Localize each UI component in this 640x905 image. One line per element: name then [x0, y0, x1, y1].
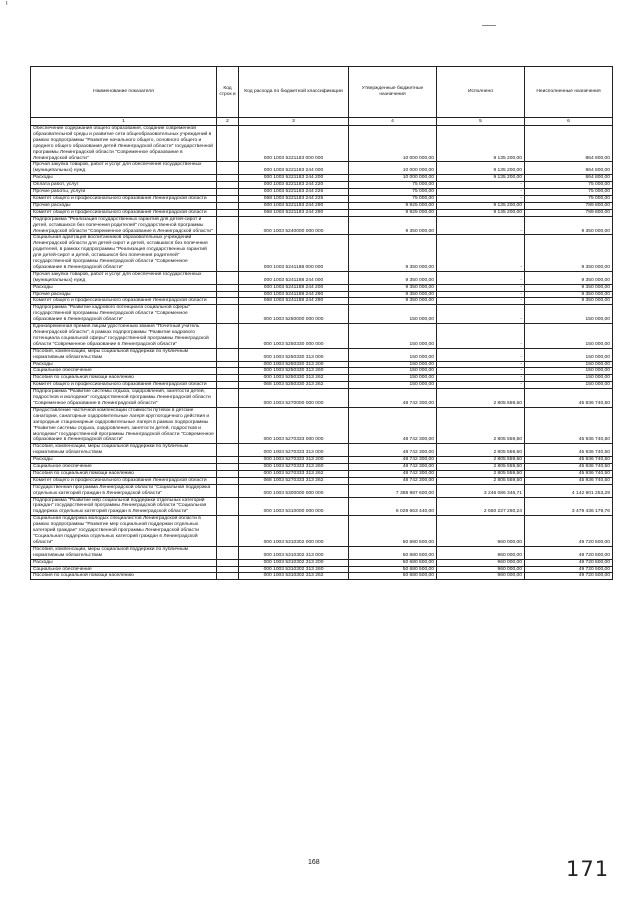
- cell-approved: 10 000 000,00: [349, 126, 437, 162]
- table-row: [31, 189, 613, 196]
- table-row: [31, 195, 613, 202]
- cell-kbk: 000 1003 5221183 244 000: [239, 162, 349, 175]
- cell-kbk: 000 1003 5250330 313 262: [239, 375, 349, 382]
- cell-executed: -: [437, 305, 525, 324]
- cell-code: [217, 209, 239, 216]
- cell-remaining: 49 720 500,00: [525, 559, 613, 566]
- cell-executed: -: [437, 182, 525, 189]
- cell-kbk: 068 1003 5241188 244 290: [239, 298, 349, 305]
- cell-remaining: 45 936 740,50: [525, 389, 613, 408]
- cell-remaining: 9 350 000,00: [525, 284, 613, 291]
- cell-approved: 6 029 663 440,00: [349, 497, 437, 516]
- col-header-name: Наименование показателя: [31, 67, 217, 118]
- table-row: [31, 444, 613, 457]
- cell-code: [217, 298, 239, 305]
- table-row: [31, 368, 613, 375]
- corner-mark: ι: [6, 0, 8, 7]
- cell-remaining: 9 350 000,00: [525, 291, 613, 298]
- cell-kbk: 000 1003 5270333 313 262: [239, 470, 349, 477]
- cell-code: [217, 389, 239, 408]
- cell-approved: 50 680 500,00: [349, 559, 437, 566]
- cell-code: [217, 368, 239, 375]
- cell-approved: 10 000 000,00: [349, 162, 437, 175]
- cell-approved: 7 388 987 600,00: [349, 484, 437, 497]
- cell-remaining: 45 936 740,50: [525, 477, 613, 484]
- cell-kbk: 000 1003 5250330 313 000: [239, 348, 349, 361]
- table-row: [31, 573, 613, 580]
- cell-executed: 9 135 200,00: [437, 202, 525, 209]
- cell-executed: 960 000,00: [437, 516, 525, 547]
- cell-executed: 2 805 559,50: [437, 470, 525, 477]
- cell-name: Обеспечение содержания общего образования, создание современной образовательной среды и развитие сети общеобразовательных учреждений в рамках подпрограммы "Развитие начального общего, основного общего и среднего общего образования детей Ленинградской области" государственной программы Ленинградской области "Современное образование в Ленинградской области": [31, 126, 217, 162]
- cell-code: [217, 271, 239, 284]
- cell-remaining: 45 936 740,50: [525, 470, 613, 477]
- cell-remaining: 150 000,00: [525, 382, 613, 389]
- table-row: [31, 566, 613, 573]
- cell-approved: 150 000,00: [349, 361, 437, 368]
- cell-code: [217, 216, 239, 235]
- cell-approved: 50 680 500,00: [349, 566, 437, 573]
- cell-executed: 2 805 559,50: [437, 457, 525, 464]
- cell-name: Оплата работ, услуг: [31, 182, 217, 189]
- cell-approved: 150 000,00: [349, 368, 437, 375]
- cell-code: [217, 546, 239, 559]
- cell-kbk: 000 1003 5270333 313 200: [239, 457, 349, 464]
- cell-executed: -: [437, 324, 525, 349]
- cell-kbk: 000 1003 5221183 244 290: [239, 202, 349, 209]
- cell-remaining: 49 720 500,00: [525, 566, 613, 573]
- cell-remaining: 75 000,00: [525, 182, 613, 189]
- cell-code: [217, 470, 239, 477]
- cell-name: Социальная поддержка молодых специалистов Ленинградской области в рамках подпрограммы "Развитие мер социальной поддержки отдельных категорий граждан" государственной программы Ленинградской области "Социальная поддержка отдельных категорий граждан в Ленинградской области": [31, 516, 217, 547]
- cell-code: [217, 348, 239, 361]
- table-row: [31, 516, 613, 547]
- cell-remaining: 4 142 901 253,29: [525, 484, 613, 497]
- cell-approved: 150 000,00: [349, 382, 437, 389]
- cell-kbk: 000 1003 5241188 244 000: [239, 271, 349, 284]
- col-number: 6: [525, 118, 613, 126]
- cell-executed: 2 805 559,50: [437, 407, 525, 443]
- cell-executed: 3 246 086 346,71: [437, 484, 525, 497]
- cell-kbk: 000 1003 5250330 313 200: [239, 361, 349, 368]
- table-row: [31, 235, 613, 271]
- cell-kbk: 068 1003 5250330 313 262: [239, 382, 349, 389]
- cell-approved: 150 000,00: [349, 305, 437, 324]
- table-row: [31, 348, 613, 361]
- cell-code: [217, 284, 239, 291]
- cell-remaining: 9 350 000,00: [525, 271, 613, 284]
- cell-name: Прочие расходы: [31, 202, 217, 209]
- table-row: [31, 305, 613, 324]
- col-number: 1: [31, 118, 217, 126]
- cell-executed: 960 000,00: [437, 573, 525, 580]
- cell-name: Комитет общего и профессионального образования Ленинградской области: [31, 477, 217, 484]
- col-header-code: Код строк и: [217, 67, 239, 118]
- table-row: [31, 382, 613, 389]
- cell-kbk: 000 1003 5270333 000 000: [239, 407, 349, 443]
- cell-remaining: 864 800,00: [525, 126, 613, 162]
- cell-code: [217, 573, 239, 580]
- cell-kbk: 068 1003 5270333 313 262: [239, 477, 349, 484]
- cell-remaining: 150 000,00: [525, 305, 613, 324]
- cell-executed: -: [437, 348, 525, 361]
- cell-name: Социальная адаптация воспитанников образовательных учреждений Ленинградской области для детей-сирот и детей, оставшихся без попечения родителей, в рамках подпрограммы "Реализация государственных гарантий для детей-сирот и детей, оставшихся без попечения родителей" государственной программы Ленинградской области "Современное образование в Ленинградской области": [31, 235, 217, 271]
- cell-executed: 2 550 227 260,24: [437, 497, 525, 516]
- cell-code: [217, 516, 239, 547]
- cell-name: Социальное обеспечение: [31, 464, 217, 471]
- cell-remaining: 75 000,00: [525, 189, 613, 196]
- table-row: [31, 546, 613, 559]
- cell-executed: 960 000,00: [437, 566, 525, 573]
- cell-executed: 960 000,00: [437, 559, 525, 566]
- cell-executed: -: [437, 368, 525, 375]
- cell-kbk: 000 1003 5221183 000 000: [239, 126, 349, 162]
- cell-executed: 9 135 200,00: [437, 126, 525, 162]
- cell-name: Предоставление частичной компенсации стоимости путевок в детские санатории, санаторные оздоровительные лагеря круглогодичного действия и загородные стационарные оздоровительные лагеря в рамках подпрограммы "Развитие системы отдыха, оздоровления, занятости детей, подростков и молодежи" государственной программы Ленинградской области "Современное образование в Ленинградской области": [31, 407, 217, 443]
- cell-kbk: 000 1003 5250330 313 260: [239, 368, 349, 375]
- cell-code: [217, 484, 239, 497]
- cell-kbk: 068 1003 5221183 244 290: [239, 209, 349, 216]
- table-row: [31, 209, 613, 216]
- cell-approved: 75 000,00: [349, 195, 437, 202]
- cell-code: [217, 457, 239, 464]
- header-dash: [482, 25, 496, 26]
- cell-executed: 2 805 559,50: [437, 477, 525, 484]
- cell-name: Подпрограмма "Развитие кадрового потенциала социальной сферы" государственной программы Ленинградской области "Современное образование в Ленинградской области": [31, 305, 217, 324]
- cell-kbk: 000 1003 5310302 313 260: [239, 566, 349, 573]
- cell-approved: 75 000,00: [349, 182, 437, 189]
- cell-remaining: 9 350 000,00: [525, 216, 613, 235]
- cell-approved: 9 925 000,00: [349, 202, 437, 209]
- cell-remaining: 45 936 740,50: [525, 407, 613, 443]
- table-row: [31, 182, 613, 189]
- table-row: [31, 361, 613, 368]
- cell-executed: -: [437, 361, 525, 368]
- table-row: [31, 470, 613, 477]
- cell-code: [217, 464, 239, 471]
- cell-name: Пособия по социальной помощи населению: [31, 470, 217, 477]
- table-row: [31, 559, 613, 566]
- table-row: [31, 202, 613, 209]
- cell-kbk: 000 1003 5241188 244 290: [239, 291, 349, 298]
- cell-kbk: 000 1003 5310302 313 000: [239, 546, 349, 559]
- cell-name: Расходы: [31, 284, 217, 291]
- cell-code: [217, 175, 239, 182]
- cell-code: [217, 305, 239, 324]
- stamped-page-number: 171: [566, 857, 610, 881]
- table-row: [31, 298, 613, 305]
- cell-name: Социальное обеспечение: [31, 566, 217, 573]
- budget-table: [30, 66, 613, 580]
- cell-code: [217, 182, 239, 189]
- cell-name: Прочие расходы: [31, 291, 217, 298]
- cell-code: [217, 375, 239, 382]
- cell-executed: -: [437, 291, 525, 298]
- cell-remaining: 150 000,00: [525, 375, 613, 382]
- cell-executed: -: [437, 298, 525, 305]
- cell-name: Подпрограмма "Развитие мер социальной поддержки отдельных категорий граждан" государственной программы Ленинградской области "Социальная поддержка отдельных категорий граждан в Ленинградской области": [31, 497, 217, 516]
- cell-remaining: 49 720 500,00: [525, 546, 613, 559]
- table-row: [31, 457, 613, 464]
- cell-remaining: 150 000,00: [525, 368, 613, 375]
- cell-code: [217, 361, 239, 368]
- cell-kbk: 000 1003 5250330 000 000: [239, 324, 349, 349]
- cell-name: Государственная программа Ленинградской области "Социальная поддержка отдельных категорий граждан в Ленинградской области": [31, 484, 217, 497]
- cell-remaining: 150 000,00: [525, 348, 613, 361]
- cell-name: Прочие работы, услуги: [31, 189, 217, 196]
- cell-kbk: 000 1003 5310302 000 000: [239, 516, 349, 547]
- col-header-executed: Исполнено: [437, 67, 525, 118]
- cell-kbk: 000 1003 5270333 313 000: [239, 444, 349, 457]
- table-row: [31, 407, 613, 443]
- cell-remaining: 789 800,00: [525, 202, 613, 209]
- cell-executed: 2 805 559,50: [437, 389, 525, 408]
- table-row: [31, 324, 613, 349]
- cell-name: Социальное обеспечение: [31, 368, 217, 375]
- cell-approved: 75 000,00: [349, 189, 437, 196]
- cell-code: [217, 382, 239, 389]
- cell-kbk: 000 1003 5270000 000 000: [239, 389, 349, 408]
- cell-executed: 960 000,00: [437, 546, 525, 559]
- cell-approved: 9 350 000,00: [349, 291, 437, 298]
- cell-code: [217, 407, 239, 443]
- cell-kbk: 000 1003 5221183 244 226: [239, 189, 349, 196]
- table-row: [31, 175, 613, 182]
- cell-remaining: 3 479 436 179,76: [525, 497, 613, 516]
- cell-executed: 9 135 200,00: [437, 175, 525, 182]
- cell-executed: -: [437, 216, 525, 235]
- cell-approved: 150 000,00: [349, 324, 437, 349]
- cell-remaining: 45 936 740,50: [525, 444, 613, 457]
- cell-approved: 48 742 300,00: [349, 389, 437, 408]
- cell-code: [217, 202, 239, 209]
- cell-code: [217, 324, 239, 349]
- cell-remaining: 864 800,00: [525, 175, 613, 182]
- cell-approved: 10 000 000,00: [349, 175, 437, 182]
- cell-name: Пособия, компенсации, меры социальной поддержки по публичным нормативным обязательствам: [31, 546, 217, 559]
- cell-name: Комитет общего и профессионального образования Ленинградской области: [31, 298, 217, 305]
- cell-name: Подпрограмма "Реализация государственных гарантий для детей-сирот и детей, оставшихся без попечения родителей" государственной программы Ленинградской области "Современное образование в Ленинградской области": [31, 216, 217, 235]
- cell-approved: 48 742 300,00: [349, 457, 437, 464]
- cell-name: Расходы: [31, 175, 217, 182]
- table-row: [31, 291, 613, 298]
- cell-approved: 50 680 500,00: [349, 573, 437, 580]
- cell-name: Пособия, компенсации, меры социальной поддержки по публичным нормативным обязательствам: [31, 348, 217, 361]
- col-header-kbk: Код расхода по бюджетной классификации: [239, 67, 349, 118]
- cell-kbk: 000 1003 5250000 000 000: [239, 305, 349, 324]
- cell-remaining: 49 720 500,00: [525, 573, 613, 580]
- cell-kbk: 000 1003 5241188 000 000: [239, 235, 349, 271]
- table-row: [31, 284, 613, 291]
- table-row: [31, 389, 613, 408]
- cell-remaining: 150 000,00: [525, 324, 613, 349]
- col-header-remaining: Неисполненные назначения: [525, 67, 613, 118]
- cell-name: Комитет общего и профессионального образования Ленинградской области: [31, 382, 217, 389]
- cell-approved: 9 350 000,00: [349, 216, 437, 235]
- table-row: [31, 464, 613, 471]
- cell-remaining: 9 350 000,00: [525, 235, 613, 271]
- cell-remaining: 864 800,00: [525, 162, 613, 175]
- table-row: [31, 484, 613, 497]
- cell-approved: 48 742 300,00: [349, 470, 437, 477]
- table-row: [31, 216, 613, 235]
- col-number: 5: [437, 118, 525, 126]
- cell-executed: 9 135 200,00: [437, 209, 525, 216]
- cell-remaining: 75 000,00: [525, 195, 613, 202]
- table-row: [31, 126, 613, 162]
- cell-code: [217, 291, 239, 298]
- cell-code: [217, 497, 239, 516]
- table-row: [31, 271, 613, 284]
- cell-kbk: 000 1003 5300000 000 000: [239, 484, 349, 497]
- cell-name: Пособия, компенсации, меры социальной поддержки по публичным нормативным обязательствам: [31, 444, 217, 457]
- cell-approved: 48 742 300,00: [349, 477, 437, 484]
- cell-code: [217, 566, 239, 573]
- table-row: [31, 375, 613, 382]
- cell-name: Подпрограмма "Развитие системы отдыха, оздоровления, занятости детей, подростков и молодежи" государственной программы Ленинградской области "Современное образование в Ленинградской области": [31, 389, 217, 408]
- table-row: [31, 497, 613, 516]
- cell-approved: 150 000,00: [349, 348, 437, 361]
- col-number: 4: [349, 118, 437, 126]
- cell-executed: 9 135 200,00: [437, 162, 525, 175]
- col-number: 2: [217, 118, 239, 126]
- cell-approved: 50 680 500,00: [349, 516, 437, 547]
- cell-executed: -: [437, 271, 525, 284]
- cell-code: [217, 126, 239, 162]
- cell-approved: 9 350 000,00: [349, 271, 437, 284]
- col-header-approved: Утвержденные бюджетные назначения: [349, 67, 437, 118]
- cell-name: Прочая закупка товаров, работ и услуг для обеспечения государственных (муниципальных) нужд: [31, 162, 217, 175]
- cell-remaining: 45 936 740,50: [525, 457, 613, 464]
- cell-kbk: 068 1003 5221183 244 226: [239, 195, 349, 202]
- cell-executed: -: [437, 235, 525, 271]
- cell-executed: -: [437, 195, 525, 202]
- cell-approved: 9 925 000,00: [349, 209, 437, 216]
- cell-kbk: 000 1003 5310000 000 000: [239, 497, 349, 516]
- cell-name: Пособия по социальной помощи населению: [31, 375, 217, 382]
- cell-name: Расходы: [31, 361, 217, 368]
- cell-executed: -: [437, 189, 525, 196]
- table-row: [31, 477, 613, 484]
- cell-code: [217, 477, 239, 484]
- column-numbers-row: [31, 118, 613, 126]
- cell-approved: 50 680 500,00: [349, 546, 437, 559]
- cell-code: [217, 444, 239, 457]
- cell-kbk: 000 1003 5270333 313 260: [239, 464, 349, 471]
- cell-executed: -: [437, 375, 525, 382]
- cell-name: Пособия по социальной помощи населению: [31, 573, 217, 580]
- page-number: 168: [308, 859, 320, 866]
- cell-approved: 48 742 300,00: [349, 407, 437, 443]
- cell-approved: 48 742 300,00: [349, 464, 437, 471]
- cell-kbk: 000 1003 5310302 313 262: [239, 573, 349, 580]
- cell-name: Единовременная премия лицам удостоенным звания "Почетный учитель Ленинградской области", в рамках подпрограммы "Развитие кадрового потенциала социальной сферы" государственной программы Ленинградской области "Современное образование в Ленинградской области": [31, 324, 217, 349]
- cell-remaining: 49 720 500,00: [525, 516, 613, 547]
- cell-remaining: 150 000,00: [525, 361, 613, 368]
- cell-kbk: 000 1003 5241188 244 200: [239, 284, 349, 291]
- cell-approved: 9 350 000,00: [349, 284, 437, 291]
- cell-code: [217, 162, 239, 175]
- cell-executed: 2 805 559,50: [437, 464, 525, 471]
- cell-name: Комитет общего и профессионального образования Ленинградской области: [31, 209, 217, 216]
- cell-kbk: 000 1003 5310302 313 200: [239, 559, 349, 566]
- cell-code: [217, 559, 239, 566]
- cell-approved: 48 742 300,00: [349, 444, 437, 457]
- cell-approved: 150 000,00: [349, 375, 437, 382]
- cell-remaining: 9 350 000,00: [525, 298, 613, 305]
- table-row: [31, 162, 613, 175]
- cell-name: Расходы: [31, 559, 217, 566]
- cell-name: Прочая закупка товаров, работ и услуг для обеспечения государственных (муниципальных) нужд: [31, 271, 217, 284]
- cell-executed: -: [437, 284, 525, 291]
- cell-executed: -: [437, 382, 525, 389]
- cell-approved: 9 350 000,00: [349, 235, 437, 271]
- cell-name: Комитет общего и профессионального образования Ленинградской области: [31, 195, 217, 202]
- cell-approved: 9 350 000,00: [349, 298, 437, 305]
- cell-code: [217, 189, 239, 196]
- cell-kbk: 000 1003 5221183 244 200: [239, 175, 349, 182]
- table-header-row: [31, 67, 613, 118]
- cell-kbk: 000 1003 5221183 244 220: [239, 182, 349, 189]
- cell-code: [217, 235, 239, 271]
- cell-executed: 2 805 559,50: [437, 444, 525, 457]
- cell-remaining: 789 800,00: [525, 209, 613, 216]
- cell-remaining: 45 936 740,50: [525, 464, 613, 471]
- cell-kbk: 000 1003 5240000 000 000: [239, 216, 349, 235]
- col-number: 3: [239, 118, 349, 126]
- cell-code: [217, 195, 239, 202]
- cell-name: Расходы: [31, 457, 217, 464]
